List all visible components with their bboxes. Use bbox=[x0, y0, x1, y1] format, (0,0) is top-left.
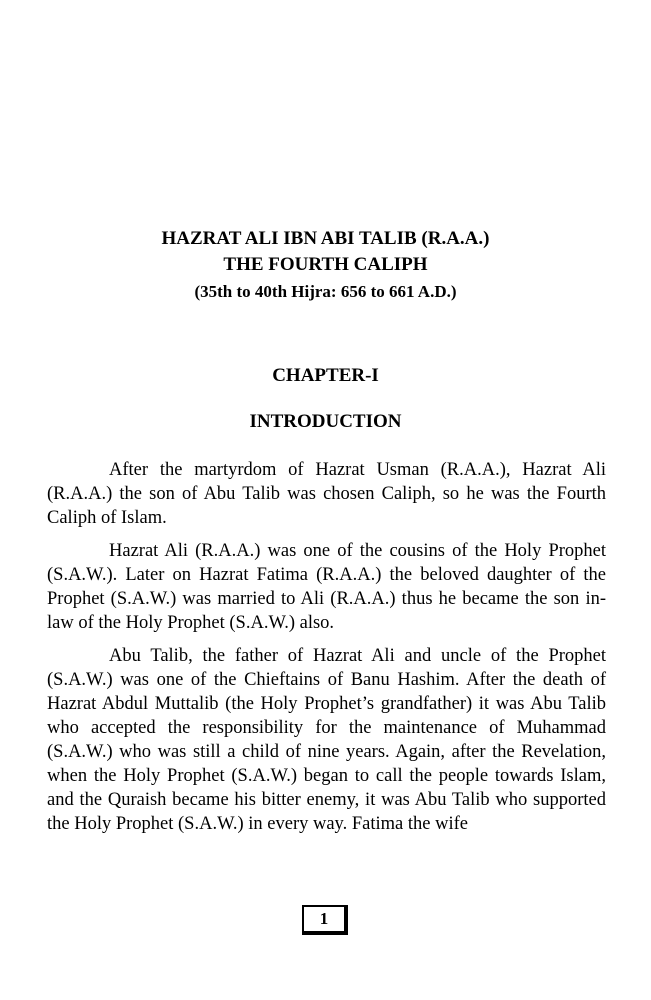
book-title: HAZRAT ALI IBN ABI TALIB (R.A.A.) bbox=[161, 228, 490, 249]
date-range: (35th to 40th Hijra: 656 to 661 A.D.) bbox=[194, 282, 457, 301]
section-heading: INTRODUCTION bbox=[249, 411, 402, 432]
body-text bbox=[47, 458, 606, 845]
paragraph: Abu Talib, the father of Hazrat Ali and uncle of the Prophet (S.A.W.) was one of the Chieftains of Banu Hashim. After the death of Hazrat Abdul Muttalib (the Holy Prophet’s grandfather) it was Abu Talib who accepted the responsibility for the maintenance of Muhammad (S.A.W.) who was still a child of nine years. Again, after the Revelation, when the Holy Prophet (S.A.W.) began to call the people towards Islam, and the Quraish became his bitter enemy, it was Abu Talib who supported the Holy Prophet (S.A.W.) in every way. Fatima the wife bbox=[47, 646, 606, 834]
book-subtitle: THE FOURTH CALIPH bbox=[223, 254, 428, 275]
chapter-label: CHAPTER-I bbox=[272, 365, 379, 386]
title-block bbox=[0, 226, 651, 306]
paragraph: After the martyrdom of Hazrat Usman (R.A.A.), Hazrat Ali (R.A.A.) the son of Abu Talib was chosen Caliph, so he was the Fourth Caliph of Islam. bbox=[47, 460, 606, 528]
page-number: 1 bbox=[302, 905, 348, 935]
paragraph: Hazrat Ali (R.A.A.) was one of the cousins of the Holy Prophet (S.A.W.). Later on Hazrat Fatima (R.A.A.) the beloved daughter of the Prophet (S.A.W.) was married to Ali (R.A.A.) thus he became the son in-law of the Holy Prophet (S.A.W.) also. bbox=[47, 541, 606, 633]
